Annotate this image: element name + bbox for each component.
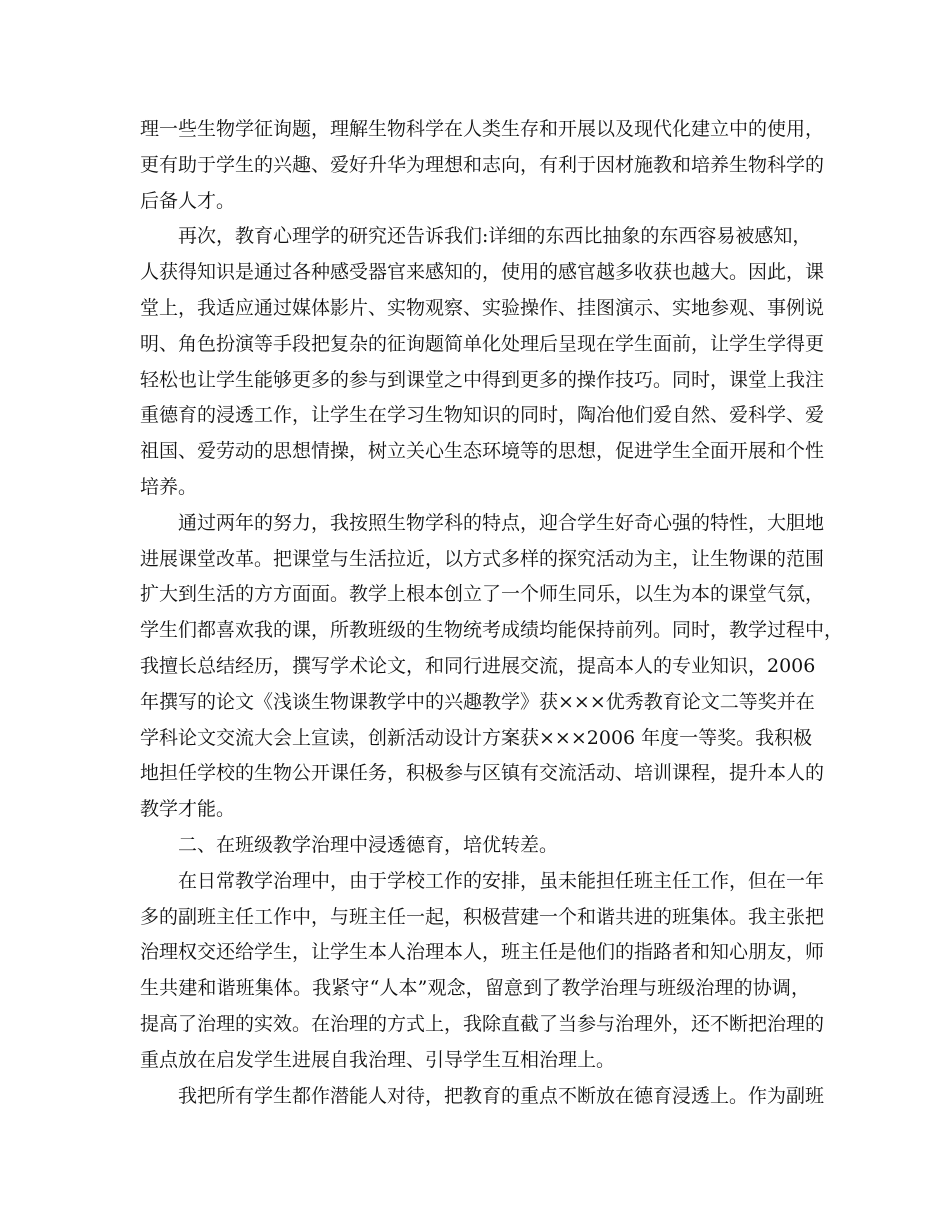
text-line: 人获得知识是通过各种感受器官来感知的，使用的感官越多收获也越大。因此，课 [140, 261, 825, 284]
text-line: 明、角色扮演等手段把复杂的征询题简单化处理后呈现在学生面前，让学生学得更 [140, 332, 825, 355]
text-line: 堂上，我适应通过媒体影片、实物观察、实验操作、挂图演示、实地参观、事例说 [140, 296, 825, 319]
text-line: 生共建和谐班集体。我紧守“人本”观念，留意到了教学治理与班级治理的协调， [140, 977, 810, 1000]
text-line: 后备人才。 [140, 189, 236, 212]
paragraph [140, 219, 825, 505]
document-body [140, 112, 844, 1114]
text-line: 学生们都喜欢我的课，所教班级的生物统考成绩均能保持前列。同时，教学过程中， [140, 619, 844, 642]
text-line: 教学才能。 [140, 798, 236, 821]
paragraph [140, 1079, 825, 1115]
text-line: 学科论文交流大会上宣读，创新活动设计方案获×××2006 年度一等奖。我积极 [140, 726, 813, 749]
text-line: 通过两年的努力，我按照生物学科的特点，迎合学生好奇心强的特性，大胆地 [178, 511, 825, 534]
text-line: 治理权交还给学生，让学生本人治理本人，班主任是他们的指路者和知心朋友，师 [140, 941, 825, 964]
text-line: 年撰写的论文《浅谈生物课教学中的兴趣教学》获×××优秀教育论文二等奖并在 [140, 690, 815, 713]
text-line: 理一些生物学征询题，理解生物科学在人类生存和开展以及现代化建立中的使用， [140, 118, 825, 140]
text-line: 重点放在启发学生进展自我治理、引导学生互相治理上。 [140, 1048, 616, 1071]
text-line: 更有助于学生的兴趣、爱好升华为理想和志向，有利于因材施教和培养生物科学的 [140, 153, 825, 176]
text-line: 进展课堂改革。把课堂与生活拉近，以方式多样的探究活动为主，让生物课的范围 [140, 547, 825, 570]
text-line: 我擅长总结经历，撰写学术论文，和同行进展交流，提高本人的专业知识，2006 [140, 654, 816, 677]
paragraph [140, 864, 825, 1079]
text-line: 轻松也让学生能够更多的参与到课堂之中得到更多的操作技巧。同时，课堂上我注 [140, 368, 825, 391]
paragraph [140, 506, 844, 828]
text-line: 重德育的浸透工作，让学生在学习生物知识的同时，陶冶他们爱自然、爱科学、爱 [140, 404, 825, 427]
text-line: 再次，教育心理学的研究还告诉我们:详细的东西比抽象的东西容易被感知， [178, 225, 812, 248]
text-line: 多的副班主任工作中，与班主任一起，积极营建一个和谐共进的班集体。我主张把 [140, 905, 825, 928]
text-line: 地担任学校的生物公开课任务，积极参与区镇有交流活动、培训课程，提升本人的 [140, 762, 825, 785]
paragraph [140, 112, 825, 219]
text-line: 培养。 [140, 475, 198, 498]
text-line: 扩大到生活的方方面面。教学上根本创立了一个师生同乐，以生为本的课堂气氛， [140, 583, 825, 606]
text-line: 二、在班级教学治理中浸透德育，培优转差。 [178, 833, 559, 856]
text-line: 我把所有学生都作潜能人对待，把教育的重点不断放在德育浸透上。作为副班 [178, 1084, 825, 1107]
text-line: 在日常教学治理中，由于学校工作的安排，虽未能担任班主任工作，但在一年 [178, 869, 825, 892]
section-heading [140, 828, 810, 864]
text-line: 提高了治理的实效。在治理的方式上，我除直截了当参与治理外，还不断把治理的 [140, 1012, 825, 1035]
text-line: 祖国、爱劳动的思想情操，树立关心生态环境等的思想，促进学生全面开展和个性 [140, 440, 825, 463]
